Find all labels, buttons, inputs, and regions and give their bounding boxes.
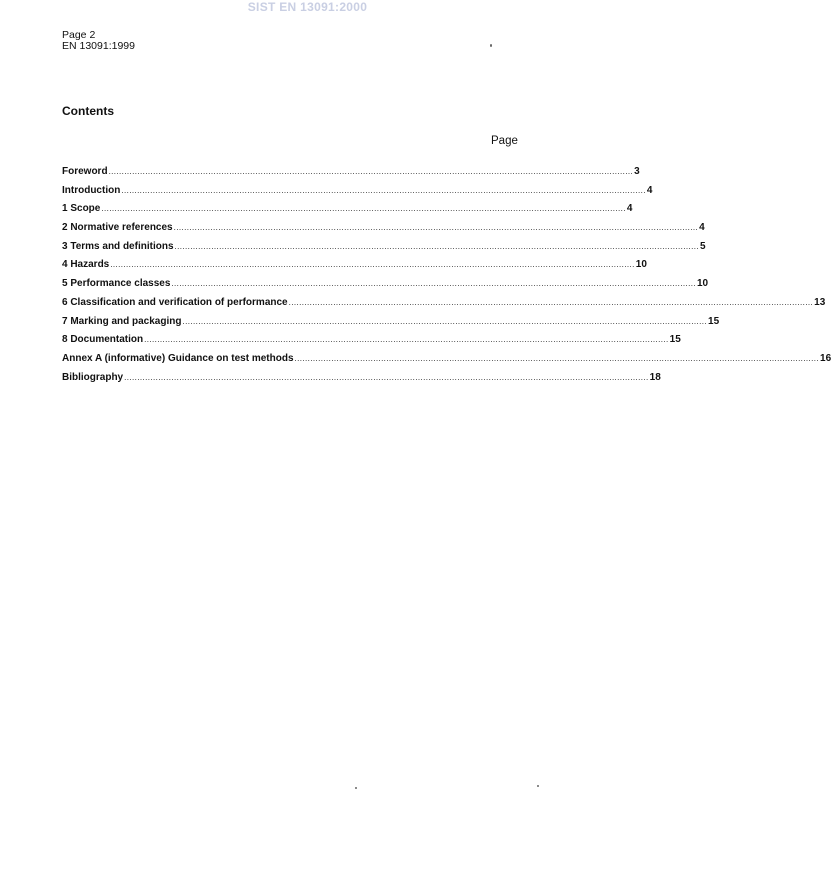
toc-entry-page: 15	[669, 334, 681, 346]
toc-leader-dots: ........................................................................................................................................................................................................	[182, 316, 708, 326]
toc-entry-label: 1 Scope	[62, 203, 101, 215]
toc-entry	[62, 222, 705, 241]
toc-entry-label: 6 Classification and verification of performance	[62, 296, 288, 308]
toc-entry-label: 3 Terms and definitions	[62, 240, 174, 252]
toc-entry	[62, 166, 640, 185]
toc-entry-label: 7 Marking and packaging	[62, 315, 182, 327]
toc-leader-dots: ........................................................................................................................................................................................................	[144, 335, 669, 345]
toc-leader-dots: ........................................................................................................................................................................................................	[101, 204, 626, 214]
toc-entry-page: 4	[699, 222, 705, 234]
toc-entry	[62, 203, 633, 222]
toc-entry	[62, 315, 720, 335]
toc-leader-dots: ........................................................................................................................................................................................................	[288, 297, 814, 307]
toc-entry-page: 13	[814, 296, 826, 308]
page-number: Page 2	[62, 29, 96, 41]
toc-entry-label: Foreword	[62, 166, 108, 177]
watermark: SIST EN 13091:2000	[247, 0, 368, 14]
toc-entry	[62, 352, 831, 372]
toc-leader-dots: ........................................................................................................................................................................................................	[294, 353, 820, 363]
toc-leader-dots: ........................................................................................................................................................................................................	[174, 241, 700, 251]
standard-id: EN 13091:1999	[62, 40, 135, 52]
page-header	[62, 30, 135, 52]
toc-leader-dots: ........................................................................................................................................................................................................	[108, 167, 634, 176]
toc-entry-page: 10	[635, 259, 647, 271]
toc-entry-label: 8 Documentation	[62, 334, 144, 346]
toc-entry-label: 5 Performance classes	[62, 278, 171, 290]
toc-entry-page: 15	[708, 315, 720, 327]
contents-title: Contents	[62, 104, 114, 118]
toc-entry-page: 4	[646, 184, 653, 196]
toc-leader-dots: ........................................................................................................................................................................................................	[171, 279, 696, 289]
toc-entry-label: Introduction	[62, 184, 121, 196]
toc-entry-page: 5	[700, 240, 706, 252]
toc-leader-dots: ........................................................................................................................................................................................................	[121, 185, 646, 195]
toc-entry-label: Annex A (informative) Guidance on test methods	[62, 352, 294, 364]
toc-entry	[62, 259, 647, 278]
scan-speck	[537, 785, 539, 787]
toc-entry	[62, 184, 653, 204]
table-of-contents	[62, 166, 831, 390]
toc-entry	[62, 334, 681, 353]
toc-entry	[62, 240, 706, 260]
toc-leader-dots: ........................................................................................................................................................................................................	[110, 260, 635, 270]
scan-speck	[355, 787, 357, 789]
toc-leader-dots: ........................................................................................................................................................................................................	[124, 372, 649, 382]
toc-entry-page: 16	[820, 352, 831, 364]
toc-entry-page: 10	[696, 278, 709, 290]
toc-entry	[62, 296, 826, 316]
toc-entry-label: Bibliography	[62, 371, 124, 383]
page-column-label: Page	[491, 135, 518, 147]
toc-entry-page: 3	[634, 166, 640, 177]
scan-speck	[490, 44, 492, 47]
toc-entry-page: 18	[649, 371, 661, 383]
toc-entry	[62, 371, 661, 391]
toc-entry-page: 4	[626, 203, 633, 215]
toc-leader-dots: ........................................................................................................................................................................................................	[173, 223, 699, 233]
toc-entry	[62, 278, 709, 297]
toc-entry-label: 4 Hazards	[62, 259, 110, 271]
toc-entry-label: 2 Normative references	[62, 222, 173, 234]
